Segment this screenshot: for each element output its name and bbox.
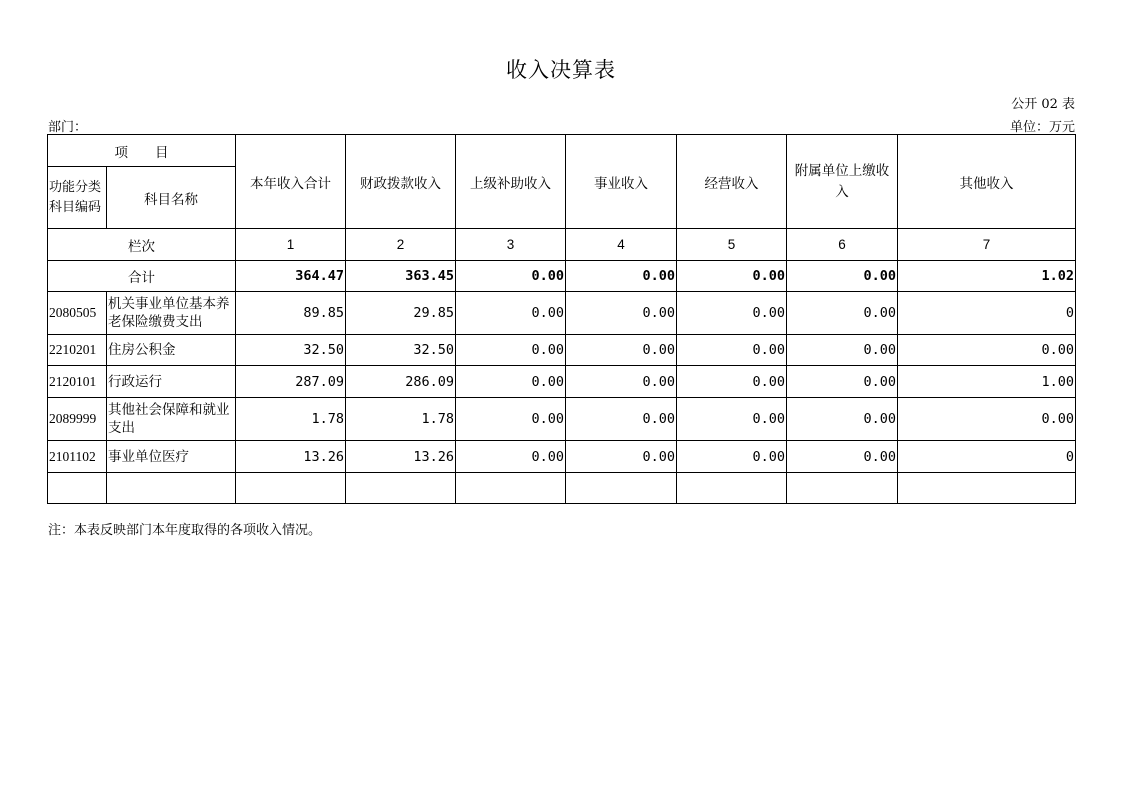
row-value: 32.50 <box>236 335 346 366</box>
total-value: 364.47 <box>236 261 346 292</box>
row-value: 0.00 <box>677 335 787 366</box>
empty-cell <box>898 473 1076 504</box>
empty-cell <box>677 473 787 504</box>
total-value: 363.45 <box>346 261 456 292</box>
total-label: 合计 <box>48 261 236 292</box>
row-value: 0.00 <box>787 366 898 398</box>
row-value: 0.00 <box>566 366 677 398</box>
table-row <box>48 292 1076 335</box>
col-header-business: 事业收入 <box>566 135 677 229</box>
row-value: 287.09 <box>236 366 346 398</box>
row-value: 29.85 <box>346 292 456 335</box>
empty-cell <box>346 473 456 504</box>
col-header-superior: 上级补助收入 <box>456 135 566 229</box>
name-header: 科目名称 <box>107 167 236 229</box>
row-value: 0.00 <box>787 335 898 366</box>
row-value: 0.00 <box>456 441 566 473</box>
department-label: 部门： <box>48 120 88 135</box>
table-row <box>48 366 1076 398</box>
column-number-row <box>48 229 1076 261</box>
col-header-operating: 经营收入 <box>677 135 787 229</box>
row-value: 0.00 <box>677 398 787 441</box>
row-value: 0.00 <box>787 441 898 473</box>
row-value: 0.00 <box>787 398 898 441</box>
empty-cell <box>48 473 107 504</box>
col-header-other: 其他收入 <box>898 135 1076 229</box>
empty-cell <box>107 473 236 504</box>
total-value: 0.00 <box>787 261 898 292</box>
column-number: 5 <box>677 229 787 261</box>
col-header-total: 本年收入合计 <box>236 135 346 229</box>
row-value: 0.00 <box>677 292 787 335</box>
empty-cell <box>456 473 566 504</box>
row-value: 13.26 <box>346 441 456 473</box>
empty-row <box>48 473 1076 504</box>
table-row <box>48 335 1076 366</box>
row-value: 0 <box>898 292 1076 335</box>
row-value: 0.00 <box>677 441 787 473</box>
column-number: 1 <box>236 229 346 261</box>
row-value: 0.00 <box>456 335 566 366</box>
subject-code: 2210201 <box>48 335 107 366</box>
column-number: 4 <box>566 229 677 261</box>
row-value: 0.00 <box>456 366 566 398</box>
table-row <box>48 398 1076 441</box>
subject-code: 2101102 <box>48 441 107 473</box>
row-value: 0.00 <box>898 335 1076 366</box>
column-number-label: 栏次 <box>48 229 236 261</box>
column-number: 7 <box>898 229 1076 261</box>
row-value: 0.00 <box>566 292 677 335</box>
total-value: 0.00 <box>677 261 787 292</box>
column-number: 3 <box>456 229 566 261</box>
footnote: 注：本表反映部门本年度取得的各项收入情况。 <box>48 523 322 538</box>
row-value: 0 <box>898 441 1076 473</box>
row-value: 0.00 <box>456 292 566 335</box>
empty-cell <box>787 473 898 504</box>
subject-name: 事业单位医疗 <box>107 441 236 473</box>
code-header: 功能分类科目编码 <box>48 167 107 229</box>
row-value: 0.00 <box>566 441 677 473</box>
row-value: 0.00 <box>566 335 677 366</box>
item-header: 项 目 <box>48 135 236 167</box>
empty-cell <box>236 473 346 504</box>
row-value: 32.50 <box>346 335 456 366</box>
subject-code: 2120101 <box>48 366 107 398</box>
row-value: 89.85 <box>236 292 346 335</box>
row-value: 0.00 <box>677 366 787 398</box>
subject-code: 2080505 <box>48 292 107 335</box>
empty-cell <box>566 473 677 504</box>
subject-name: 机关事业单位基本养老保险缴费支出 <box>107 292 236 335</box>
subject-name: 住房公积金 <box>107 335 236 366</box>
column-number: 6 <box>787 229 898 261</box>
col-header-affiliated: 附属单位上缴收入 <box>787 135 898 229</box>
row-value: 0.00 <box>566 398 677 441</box>
row-value: 286.09 <box>346 366 456 398</box>
header-row-1 <box>48 135 1076 167</box>
total-value: 1.02 <box>898 261 1076 292</box>
total-row <box>48 261 1076 292</box>
total-value: 0.00 <box>566 261 677 292</box>
col-header-fiscal: 财政拨款收入 <box>346 135 456 229</box>
row-value: 0.00 <box>898 398 1076 441</box>
row-value: 1.78 <box>346 398 456 441</box>
table-row <box>48 441 1076 473</box>
document-code: 公开 02 表 <box>1011 97 1075 112</box>
row-value: 1.00 <box>898 366 1076 398</box>
unit-label: 单位：万元 <box>1009 120 1075 135</box>
total-value: 0.00 <box>456 261 566 292</box>
row-value: 0.00 <box>456 398 566 441</box>
subject-name: 行政运行 <box>107 366 236 398</box>
row-value: 13.26 <box>236 441 346 473</box>
row-value: 1.78 <box>236 398 346 441</box>
subject-code: 2089999 <box>48 398 107 441</box>
report-title: 收入决算表 <box>506 58 616 82</box>
row-value: 0.00 <box>787 292 898 335</box>
column-number: 2 <box>346 229 456 261</box>
income-table <box>47 134 1076 504</box>
subject-name: 其他社会保障和就业支出 <box>107 398 236 441</box>
